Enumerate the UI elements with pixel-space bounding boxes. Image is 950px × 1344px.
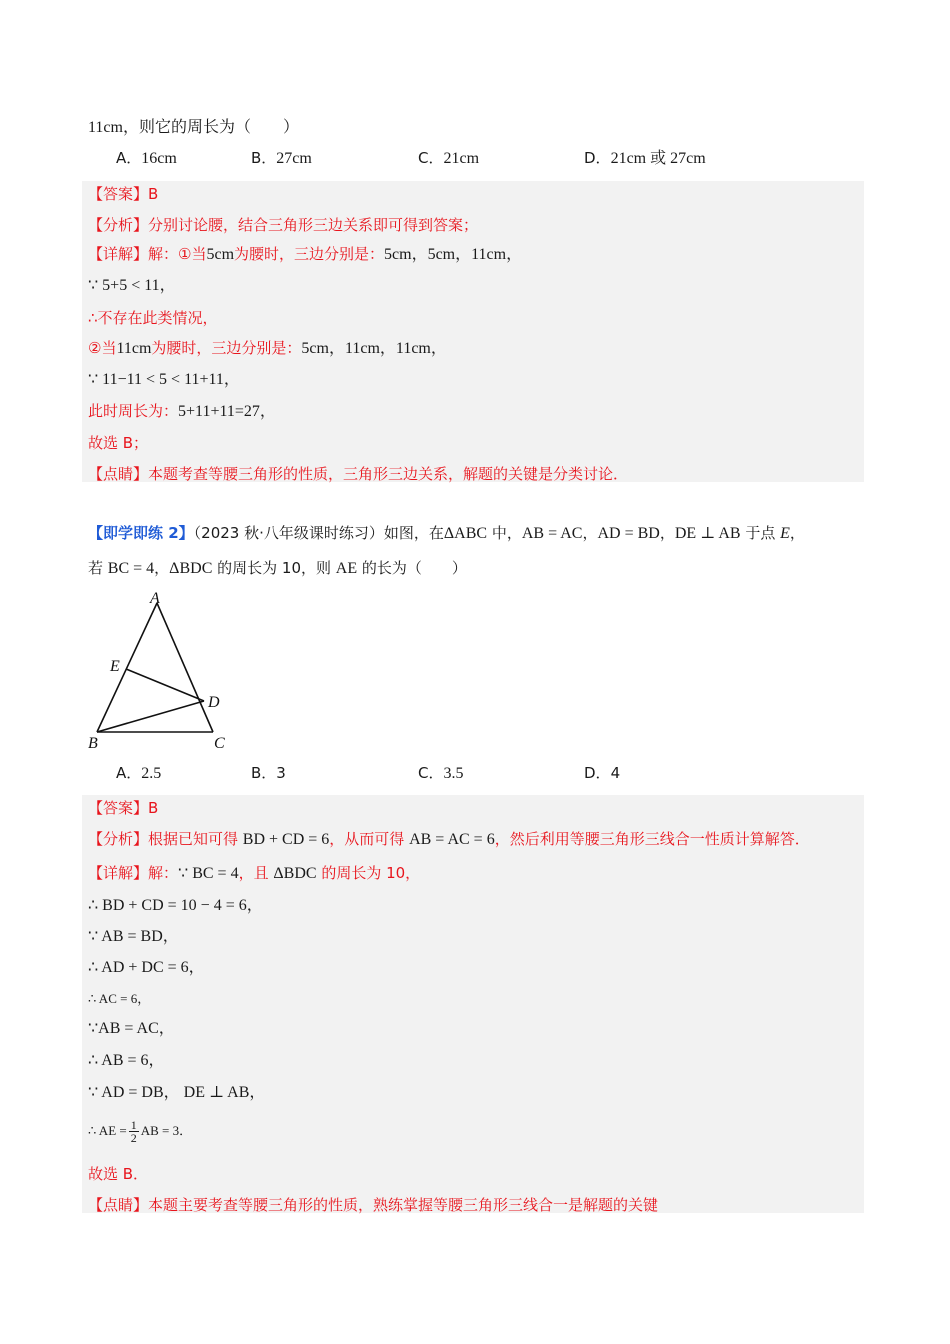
q1-detail-line-7: 故选 B；: [88, 434, 149, 452]
q2-detail-line-6: ∴ AB = 6，: [88, 1052, 165, 1069]
q1-detail-line-3: ∴不存在此类情况，: [88, 309, 218, 327]
segment-bd: [97, 701, 204, 732]
q1-comment: 【点睛】本题考查等腰三角形的性质，三角形三边关系，解题的关键是分类讨论．: [88, 465, 629, 483]
q2-analysis: 【分析】根据已知可得 BD + CD = 6，从而可得 AB = AC = 6，然后利用等腰三角形三线合一性质计算解答．: [88, 830, 810, 848]
q1-answer: 【答案】B: [88, 185, 159, 203]
q1-option-a[interactable]: A．16cm: [116, 149, 177, 167]
label-e: E: [110, 658, 120, 675]
q2-fraction-line: ∴ AE = $\frac{1}{2}$ AB = 3．: [88, 1117, 193, 1145]
q2-comment: 【点睛】本题主要考查等腰三角形的性质，熟练掌握等腰三角形三线合一是解题的关键: [88, 1196, 659, 1214]
q2-stem-line-1: 【即学即练 2】（2023 秋·八年级课时练习）如图，在ΔABC 中，AB = AC，AD = BD，DE ⊥ AB 于点 E，: [88, 524, 805, 542]
segment-ab: [97, 603, 157, 732]
label-d: D: [208, 694, 220, 711]
q1-option-d[interactable]: D．21cm 或 27cm: [584, 149, 706, 167]
q2-detail-head: 【详解】解：∵ BC = 4，且 ΔBDC 的周长为 10，: [88, 864, 421, 882]
q2-option-a[interactable]: A．2.5: [116, 764, 162, 782]
q1-detail-line-2: ∵ 5+5 < 11，: [88, 277, 176, 294]
q1-detail-line-6: 此时周长为：5+11+11=27，: [88, 402, 276, 420]
q2-detail-line-4: ∴ AC = 6，: [88, 991, 151, 1006]
q1-detail-line-4: ②当11cm为腰时，三边分别是：5cm，11cm，11cm，: [88, 339, 447, 357]
q2-detail-line-5: ∵AB = AC，: [88, 1020, 175, 1037]
label-a: A: [150, 590, 160, 607]
q2-detail-line-7: ∵ AD = DB， DE ⊥ AB，: [88, 1084, 266, 1101]
q1-option-b[interactable]: B．27cm: [251, 149, 312, 167]
q1-detail-line-5: ∵ 11−11 < 5 < 11+11，: [88, 371, 240, 388]
q1-detail-line-1: 【详解】解：①当5cm为腰时，三边分别是：5cm，5cm，11cm，: [88, 245, 523, 263]
q1-stem-tail: 11cm，则它的周长为（ ）: [88, 119, 299, 136]
q2-detail-line-2: ∵ AB = BD，: [88, 928, 179, 945]
q2-option-c[interactable]: C．3.5: [418, 764, 464, 782]
label-b: B: [88, 735, 98, 752]
q2-detail-line-3: ∴ AD + DC = 6，: [88, 959, 205, 976]
q2-detail-line-1: ∴ BD + CD = 10 − 4 = 6，: [88, 897, 263, 914]
fraction-one-half: $\frac{1}{2}$: [130, 1117, 137, 1145]
q2-option-b[interactable]: B．3: [251, 764, 286, 782]
triangle-figure: [80, 585, 240, 755]
q2-solution-box: [82, 795, 864, 1213]
q2-answer: 【答案】B: [88, 799, 159, 817]
label-c: C: [214, 735, 225, 752]
q2-stem-line-2: 若 BC = 4，ΔBDC 的周长为 10，则 AE 的长为（ ）: [88, 559, 467, 577]
q1-analysis: 【分析】分别讨论腰，结合三角形三边关系即可得到答案；: [88, 216, 479, 234]
q2-final: 故选 B．: [88, 1165, 149, 1183]
q2-option-d[interactable]: D．4: [584, 764, 621, 782]
q1-option-c[interactable]: C．21cm: [418, 149, 480, 167]
